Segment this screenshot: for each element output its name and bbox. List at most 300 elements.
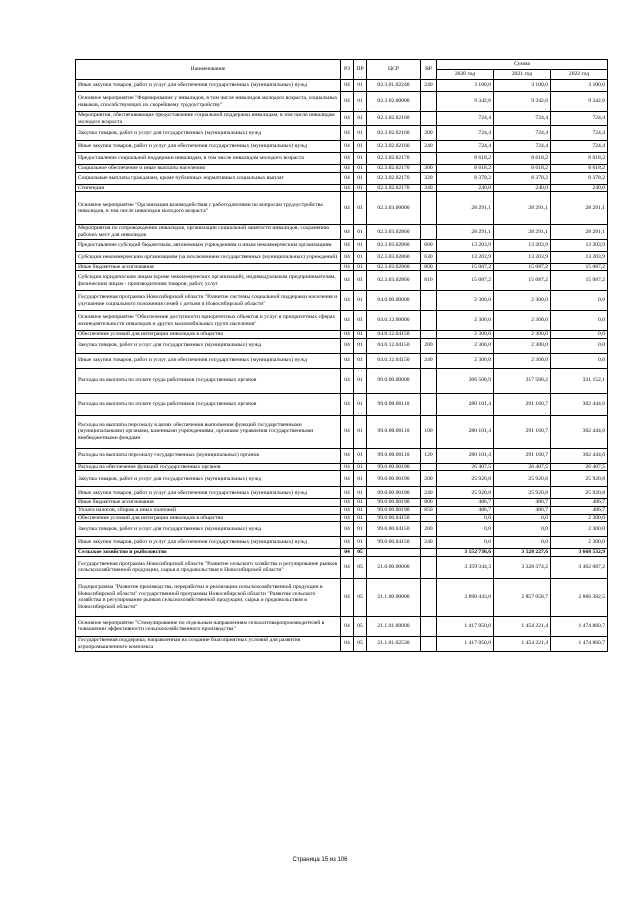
cell-pr: 01: [354, 172, 367, 184]
cell-pr: 01: [354, 338, 367, 353]
cell-pr: 01: [354, 463, 367, 471]
table-row: [76, 311, 608, 331]
cell-rz: 04: [341, 225, 354, 239]
cell-rz: 04: [341, 192, 354, 225]
cell-name: Сельское хозяйство и рыболовство: [76, 549, 341, 557]
cell-v2022: 15 087,2: [551, 263, 608, 271]
cell-pr: 01: [354, 448, 367, 463]
cell-vr: [421, 331, 437, 339]
cell-v2022: 0,0: [551, 353, 608, 368]
cell-vr: [421, 393, 437, 415]
cell-csr: 04.0.12.04150: [367, 331, 421, 339]
cell-name: Уплата налогов, сборов и иных платежей: [76, 506, 341, 514]
col-header-2020: 2020 год: [437, 70, 494, 80]
cell-pr: 01: [354, 225, 367, 239]
cell-v2022: 25 920,8: [551, 487, 608, 499]
cell-pr: 01: [354, 112, 367, 126]
cell-csr: 02.3.01.02240: [367, 80, 421, 92]
col-header-sum: Сумма: [437, 60, 608, 70]
col-header-rz: РЗ: [341, 60, 354, 80]
cell-name: Социальное обеспечение и иные выплаты населению: [76, 165, 341, 173]
cell-pr: 05: [354, 578, 367, 616]
cell-csr: 04.0.12.04150: [367, 353, 421, 368]
cell-rz: 04: [341, 514, 354, 522]
cell-name: Расходы на выплаты по оплате труда работников государственных органов: [76, 393, 341, 415]
col-header-vr: ВР: [421, 60, 437, 80]
cell-rz: 04: [341, 522, 354, 537]
cell-v2022: 331 152,1: [551, 368, 608, 393]
cell-csr: 02.3.02.02160: [367, 141, 421, 153]
cell-vr: [421, 636, 437, 651]
cell-v2020: 280 101,4: [437, 393, 494, 415]
cell-v2020: 0,0: [437, 514, 494, 522]
cell-v2020: 306 508,9: [437, 368, 494, 393]
cell-v2020: 724,4: [437, 141, 494, 153]
cell-rz: 04: [341, 393, 354, 415]
cell-csr: 02.3.02.02170: [367, 184, 421, 192]
cell-v2021: 2 857 058,7: [494, 578, 551, 616]
cell-pr: 01: [354, 184, 367, 192]
cell-rz: 04: [341, 184, 354, 192]
cell-v2020: 9 342,6: [437, 92, 494, 112]
cell-v2020: 26 407,5: [437, 463, 494, 471]
cell-csr: 02.3.02.02160: [367, 126, 421, 141]
cell-pr: 01: [354, 80, 367, 92]
cell-vr: 630: [421, 251, 437, 263]
cell-name: Закупка товаров, работ и услуг для государственных (муниципальных) нужд: [76, 126, 341, 141]
cell-csr: 02.3.02.00000: [367, 92, 421, 112]
cell-name: Стипендии: [76, 184, 341, 192]
cell-name: Обеспечение условий для интеграции инвалидов в общество: [76, 514, 341, 522]
cell-vr: 300: [421, 165, 437, 173]
cell-pr: 01: [354, 311, 367, 331]
cell-pr: 01: [354, 165, 367, 173]
cell-v2021: 8 618,2: [494, 165, 551, 173]
cell-pr: 01: [354, 126, 367, 141]
table-row: [76, 239, 608, 251]
cell-csr: 99.0.00.00190: [367, 463, 421, 471]
cell-vr: 200: [421, 338, 437, 353]
cell-v2022: 302 444,6: [551, 415, 608, 448]
cell-vr: [421, 153, 437, 165]
cell-csr: 21.1.01.02530: [367, 636, 421, 651]
cell-v2020: 240,0: [437, 184, 494, 192]
cell-csr: 02.3.02.02170: [367, 165, 421, 173]
cell-name: Мероприятия по сопровождению инвалидов, организации социальной занятости инвалидов, сохранению рабочих мест для инвалидов: [76, 225, 341, 239]
cell-pr: 05: [354, 616, 367, 636]
cell-v2021: 240,0: [494, 184, 551, 192]
table-row: [76, 192, 608, 225]
cell-pr: 01: [354, 192, 367, 225]
cell-v2021: 724,4: [494, 112, 551, 126]
cell-v2022: 25 920,8: [551, 471, 608, 487]
table-row: [76, 368, 608, 393]
cell-v2021: 9 342,6: [494, 92, 551, 112]
cell-v2020: 2 300,0: [437, 353, 494, 368]
cell-vr: 240: [421, 353, 437, 368]
cell-csr: 02.3.03.02860: [367, 251, 421, 263]
cell-csr: 04.0.12.04150: [367, 338, 421, 353]
cell-vr: [421, 616, 437, 636]
col-header-csr: ЦСР: [367, 60, 421, 80]
cell-csr: 99.0.00.00190: [367, 506, 421, 514]
table-row: [76, 291, 608, 311]
cell-v2021: 25 920,8: [494, 487, 551, 499]
cell-v2022: 28 291,1: [551, 192, 608, 225]
table-row: [76, 153, 608, 165]
cell-v2022: 0,0: [551, 291, 608, 311]
cell-name: Предоставление социальной поддержки инвалидам, в том числе инвалидам молодого возраста: [76, 153, 341, 165]
cell-v2020: 724,4: [437, 126, 494, 141]
cell-v2021: 486,7: [494, 506, 551, 514]
cell-rz: 04: [341, 251, 354, 263]
table-row: [76, 549, 608, 557]
cell-v2022: 486,7: [551, 499, 608, 507]
cell-csr: 02.3.02.02170: [367, 153, 421, 165]
table-row: [76, 271, 608, 291]
cell-pr: 01: [354, 331, 367, 339]
cell-v2021: 291 160,7: [494, 393, 551, 415]
cell-v2021: 2 300,0: [494, 311, 551, 331]
cell-v2020: 13 203,9: [437, 239, 494, 251]
cell-v2021: 291 160,7: [494, 448, 551, 463]
cell-v2022: 2 866 382,5: [551, 578, 608, 616]
cell-name: Государственная поддержка, направленная на создание благоприятных условий для развития агропромышленного комплекса: [76, 636, 341, 651]
cell-v2022: 724,4: [551, 126, 608, 141]
cell-rz: 04: [341, 549, 354, 557]
cell-v2020: 724,4: [437, 112, 494, 126]
cell-rz: 04: [341, 153, 354, 165]
cell-v2020: 486,7: [437, 499, 494, 507]
cell-v2020: 2 300,0: [437, 338, 494, 353]
cell-csr: 21.1.01.00000: [367, 616, 421, 636]
cell-vr: [421, 192, 437, 225]
cell-vr: [421, 225, 437, 239]
cell-v2021: 291 160,7: [494, 415, 551, 448]
cell-rz: 04: [341, 80, 354, 92]
cell-v2022: 724,4: [551, 112, 608, 126]
col-header-2021: 2021 год: [494, 70, 551, 80]
cell-v2020: 25 920,8: [437, 471, 494, 487]
cell-name: Иные закупки товаров, работ и услуг для обеспечения государственных (муниципальных) нужд: [76, 487, 341, 499]
cell-rz: 04: [341, 537, 354, 549]
cell-csr: 02.3.02.02170: [367, 172, 421, 184]
table-row: [76, 556, 608, 578]
cell-rz: 04: [341, 165, 354, 173]
cell-rz: 04: [341, 338, 354, 353]
cell-v2021: 8 378,2: [494, 172, 551, 184]
cell-v2020: 8 618,2: [437, 165, 494, 173]
cell-v2021: 0,0: [494, 522, 551, 537]
cell-v2022: 0,0: [551, 331, 608, 339]
cell-v2022: 15 087,2: [551, 271, 608, 291]
cell-v2022: 2 300,0: [551, 514, 608, 522]
cell-rz: 04: [341, 141, 354, 153]
table-row: [76, 415, 608, 448]
cell-vr: 800: [421, 499, 437, 507]
cell-vr: 800: [421, 263, 437, 271]
cell-v2022: 3 462 087,2: [551, 556, 608, 578]
table-row: [76, 514, 608, 522]
cell-csr: 99.0.00.00000: [367, 368, 421, 393]
cell-csr: 99.0.00.04150: [367, 522, 421, 537]
cell-name: Субсидии некоммерческим организациям (за исключением государственных (муниципальных) учреждений): [76, 251, 341, 263]
cell-v2021: 28 291,1: [494, 225, 551, 239]
cell-pr: 01: [354, 239, 367, 251]
cell-name: Обеспечение условий для интеграции инвалидов в общество: [76, 331, 341, 339]
cell-v2021: 2 300,0: [494, 353, 551, 368]
cell-rz: 04: [341, 616, 354, 636]
cell-csr: 02.3.02.02160: [367, 112, 421, 126]
cell-csr: 02.3.03.00000: [367, 192, 421, 225]
cell-vr: 850: [421, 506, 437, 514]
cell-v2020: 8 378,2: [437, 172, 494, 184]
cell-v2021: 486,7: [494, 499, 551, 507]
cell-name: Расходы на выплаты по оплате труда работников государственных органов: [76, 368, 341, 393]
cell-name: Государственная программа Новосибирской области "Развитие системы социальной поддержки населения и улучшение социального положения семей с детьми в Новосибирской области": [76, 291, 341, 311]
cell-v2020: 0,0: [437, 522, 494, 537]
cell-name: Иные закупки товаров, работ и услуг для обеспечения государственных (муниципальных) нужд: [76, 141, 341, 153]
cell-v2022: 724,4: [551, 141, 608, 153]
cell-v2020: 0,0: [437, 537, 494, 549]
cell-name: Субсидии юридическим лицам (кроме некоммерческих организаций), индивидуальным предпринимателям, физическим лицам - производителям товаров, работ, услуг: [76, 271, 341, 291]
cell-name: Иные закупки товаров, работ и услуг для обеспечения государственных (муниципальных) нужд: [76, 353, 341, 368]
table-row: [76, 165, 608, 173]
cell-v2020: 280 101,4: [437, 448, 494, 463]
cell-csr: 99.0.00.00190: [367, 499, 421, 507]
budget-table: [75, 59, 608, 652]
cell-pr: 01: [354, 251, 367, 263]
cell-v2021: 2 300,0: [494, 338, 551, 353]
cell-v2022: 0,0: [551, 311, 608, 331]
cell-v2021: 26 407,5: [494, 463, 551, 471]
cell-rz: 04: [341, 556, 354, 578]
cell-v2022: 13 203,9: [551, 239, 608, 251]
cell-pr: 01: [354, 291, 367, 311]
cell-csr: 99.0.00.04150: [367, 537, 421, 549]
cell-csr: 99.0.00.00190: [367, 471, 421, 487]
cell-v2022: 302 444,6: [551, 448, 608, 463]
cell-v2020: 28 291,1: [437, 225, 494, 239]
table-row: [76, 537, 608, 549]
cell-v2021: 0,0: [494, 514, 551, 522]
cell-name: Расходы на выплаты персоналу в целях обеспечения выполнения функций государственными (муниципальными) органами, казенными учреждениями, органами управления государственными внебюджетными фондами: [76, 415, 341, 448]
cell-vr: 600: [421, 239, 437, 251]
cell-v2022: 486,7: [551, 506, 608, 514]
cell-rz: 04: [341, 112, 354, 126]
cell-csr: 02.3.03.02860: [367, 225, 421, 239]
cell-vr: [421, 112, 437, 126]
cell-name: Закупка товаров, работ и услуг для государственных (муниципальных) нужд: [76, 471, 341, 487]
cell-vr: [421, 463, 437, 471]
cell-v2022: 3 100,0: [551, 80, 608, 92]
cell-vr: 320: [421, 172, 437, 184]
cell-v2021: 3 328 374,2: [494, 556, 551, 578]
cell-v2021: 13 203,9: [494, 251, 551, 263]
cell-vr: 240: [421, 487, 437, 499]
cell-v2021: 13 203,9: [494, 239, 551, 251]
table-row: [76, 487, 608, 499]
cell-v2021: 25 920,8: [494, 471, 551, 487]
cell-rz: 04: [341, 415, 354, 448]
table-row: [76, 338, 608, 353]
cell-csr: 02.3.03.02860: [367, 263, 421, 271]
cell-v2020: 28 291,1: [437, 192, 494, 225]
cell-csr: 02.3.03.02860: [367, 271, 421, 291]
page-footer: Страница 15 из 106: [292, 857, 348, 863]
cell-pr: 05: [354, 549, 367, 557]
cell-csr: 99.0.00.00190: [367, 487, 421, 499]
cell-rz: 04: [341, 172, 354, 184]
cell-pr: 01: [354, 537, 367, 549]
cell-v2020: 2 300,0: [437, 311, 494, 331]
cell-v2022: 302 444,6: [551, 393, 608, 415]
cell-rz: 04: [341, 311, 354, 331]
cell-name: Иные закупки товаров, работ и услуг для обеспечения государственных (муниципальных) нужд: [76, 537, 341, 549]
cell-v2020: 3 100,0: [437, 80, 494, 92]
cell-v2022: 8 378,2: [551, 172, 608, 184]
cell-v2020: 25 920,8: [437, 487, 494, 499]
cell-rz: 04: [341, 239, 354, 251]
cell-pr: 01: [354, 415, 367, 448]
cell-vr: [421, 92, 437, 112]
cell-v2020: 486,7: [437, 506, 494, 514]
cell-rz: 04: [341, 471, 354, 487]
cell-csr: [367, 549, 421, 557]
cell-pr: 01: [354, 471, 367, 487]
cell-pr: 01: [354, 506, 367, 514]
cell-csr: 99.0.00.04150: [367, 514, 421, 522]
cell-name: Основное мероприятие "Стимулирование по отдельным направлениям сельхозтоваропроизводителей в повышении эффективности сельскохозяйственного производства": [76, 616, 341, 636]
cell-vr: 240: [421, 141, 437, 153]
cell-v2020: 15 087,2: [437, 271, 494, 291]
table-row: [76, 141, 608, 153]
cell-vr: 810: [421, 271, 437, 291]
cell-vr: [421, 291, 437, 311]
cell-vr: 120: [421, 448, 437, 463]
cell-v2022: 2 300,0: [551, 522, 608, 537]
cell-v2021: 2 300,0: [494, 291, 551, 311]
cell-name: Расходы на выплаты персоналу государственных (муниципальных) органов: [76, 448, 341, 463]
cell-vr: 340: [421, 184, 437, 192]
cell-vr: [421, 556, 437, 578]
cell-vr: 240: [421, 537, 437, 549]
col-header-name: Наименование: [76, 60, 341, 80]
table-row: [76, 112, 608, 126]
cell-name: Закупка товаров, работ и услуг для государственных (муниципальных) нужд: [76, 522, 341, 537]
cell-rz: 04: [341, 499, 354, 507]
cell-vr: [421, 549, 437, 557]
cell-v2020: 2 300,0: [437, 291, 494, 311]
cell-v2020: 1 417 050,0: [437, 616, 494, 636]
col-header-2022: 2022 год: [551, 70, 608, 80]
cell-pr: 05: [354, 636, 367, 651]
cell-v2020: 2 890 443,0: [437, 578, 494, 616]
table-row: [76, 126, 608, 141]
cell-vr: [421, 368, 437, 393]
cell-v2022: 240,0: [551, 184, 608, 192]
cell-v2021: 3 528 227,6: [494, 549, 551, 557]
cell-v2021: 15 087,2: [494, 271, 551, 291]
table-row: [76, 471, 608, 487]
cell-v2022: 3 668 532,9: [551, 549, 608, 557]
col-header-pr: ПР: [354, 60, 367, 80]
table-row: [76, 263, 608, 271]
cell-pr: 01: [354, 271, 367, 291]
cell-csr: 99.0.00.00110: [367, 393, 421, 415]
cell-v2022: 8 618,2: [551, 165, 608, 173]
cell-name: Иные бюджетные ассигнования: [76, 499, 341, 507]
cell-rz: 04: [341, 463, 354, 471]
cell-pr: 01: [354, 393, 367, 415]
cell-pr: 01: [354, 263, 367, 271]
cell-v2020: 15 087,2: [437, 263, 494, 271]
table-row: [76, 331, 608, 339]
table-row: [76, 184, 608, 192]
cell-name: Расходы на обеспечение функций государственных органов: [76, 463, 341, 471]
cell-name: Закупка товаров, работ и услуг для государственных (муниципальных) нужд: [76, 338, 341, 353]
cell-v2020: 3 359 344,3: [437, 556, 494, 578]
cell-vr: 200: [421, 522, 437, 537]
table-header: [76, 60, 608, 80]
cell-v2021: 317 568,2: [494, 368, 551, 393]
cell-rz: 04: [341, 578, 354, 616]
cell-vr: 100: [421, 415, 437, 448]
cell-csr: 04.0.12.00000: [367, 311, 421, 331]
cell-v2022: 8 618,2: [551, 153, 608, 165]
cell-v2021: 724,4: [494, 141, 551, 153]
cell-pr: 01: [354, 153, 367, 165]
table-row: [76, 251, 608, 263]
cell-rz: 04: [341, 636, 354, 651]
table-row: [76, 506, 608, 514]
cell-csr: 02.3.03.02860: [367, 239, 421, 251]
cell-name: Основное мероприятие "Формирование у инвалидов, в том числе инвалидов молодого возраста, социальных навыков, способствующих их скорейшему трудоустройству": [76, 92, 341, 112]
cell-pr: 01: [354, 522, 367, 537]
cell-name: Основное мероприятие "Организация взаимодействия с работодателями по вопросам трудоустройства инвалидов, в том числе инвалидов молодого возраста": [76, 192, 341, 225]
cell-name: Государственная программа Новосибирской области "Развитие сельского хозяйства и регулирование рынков сельскохозяйственной продукции, сырья и продовольствия в Новосибирской области": [76, 556, 341, 578]
cell-pr: 01: [354, 368, 367, 393]
cell-vr: [421, 311, 437, 331]
cell-pr: 01: [354, 487, 367, 499]
cell-name: Социальные выплаты гражданам, кроме публичных нормативных социальных выплат: [76, 172, 341, 184]
table-row: [76, 92, 608, 112]
cell-v2021: 1 454 221,4: [494, 636, 551, 651]
cell-pr: 05: [354, 556, 367, 578]
cell-name: Предоставление субсидий бюджетным, автономным учреждениям и иным некоммерческим организациям: [76, 239, 341, 251]
cell-v2020: 2 300,0: [437, 331, 494, 339]
table-body: [76, 80, 608, 652]
cell-vr: [421, 514, 437, 522]
table-row: [76, 616, 608, 636]
cell-v2020: 3 552 736,6: [437, 549, 494, 557]
cell-v2020: 8 618,2: [437, 153, 494, 165]
table-row: [76, 172, 608, 184]
cell-rz: 04: [341, 271, 354, 291]
cell-name: Основное мероприятие "Обеспечение доступности приоритетных объектов и услуг в приоритетных сферах жизнедеятельности инвалидов и других маломобильных групп населения": [76, 311, 341, 331]
table-row: [76, 522, 608, 537]
cell-pr: 01: [354, 141, 367, 153]
cell-name: Иные бюджетные ассигнования: [76, 263, 341, 271]
table-row: [76, 448, 608, 463]
cell-v2022: 2 300,0: [551, 537, 608, 549]
table-row: [76, 225, 608, 239]
cell-rz: 04: [341, 506, 354, 514]
cell-v2022: 26 407,5: [551, 463, 608, 471]
cell-pr: 01: [354, 353, 367, 368]
cell-vr: 200: [421, 471, 437, 487]
cell-v2022: 13 203,9: [551, 251, 608, 263]
